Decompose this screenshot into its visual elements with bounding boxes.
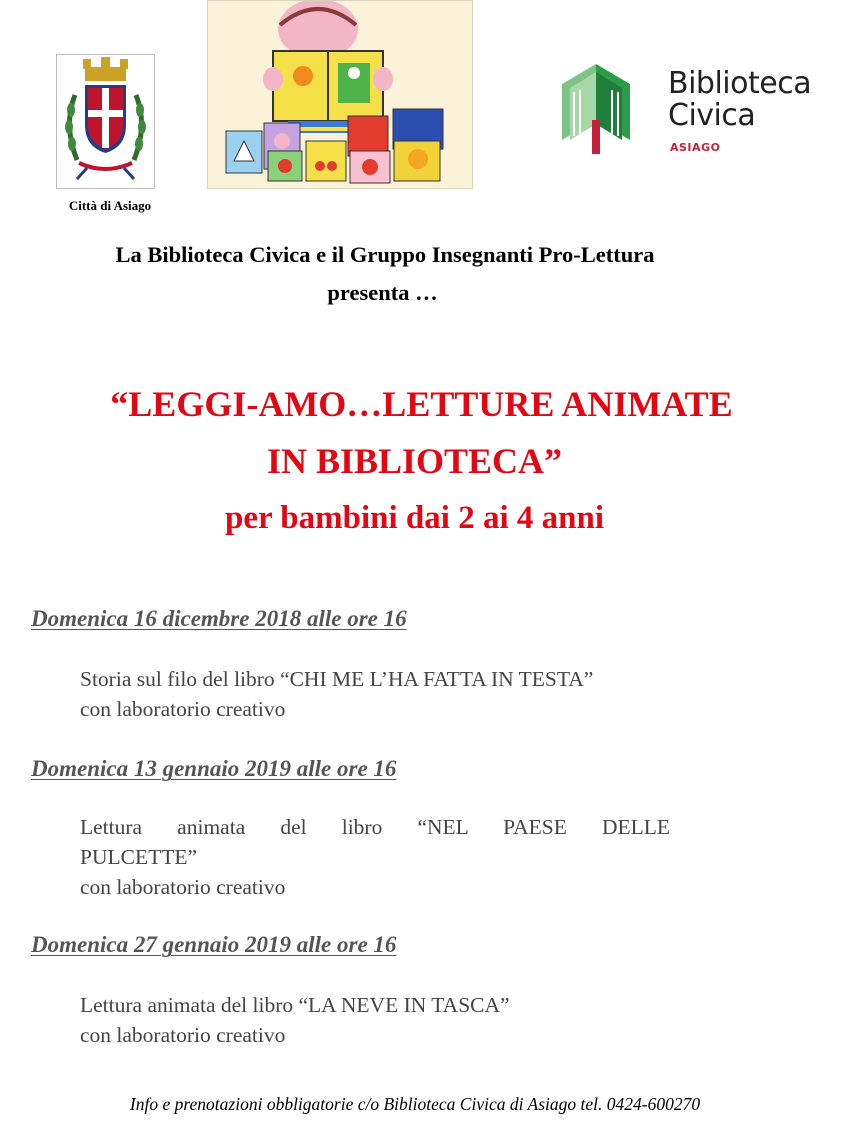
footer-info: Info e prenotazioni obbligatorie c/o Biblioteca Civica di Asiago tel. 0424-600270	[129, 1094, 701, 1114]
subtitle: per bambini dai 2 ai 4 anni	[224, 500, 604, 536]
intro-line-2: presenta …	[327, 280, 438, 305]
event-date: Domenica 16 dicembre 2018 alle ore 16	[31, 606, 407, 631]
library-city: ASIAGO	[670, 141, 721, 154]
event-lab: con laboratorio creativo	[80, 697, 286, 721]
event-lab: con laboratorio creativo	[80, 875, 286, 899]
library-book-tree-icon	[556, 60, 636, 160]
event-description-continued: PULCETTE”	[80, 845, 198, 869]
title-line-1: “LEGGI-AMO…LETTURE ANIMATE	[110, 384, 733, 424]
child-reading-icon	[208, 1, 472, 188]
crest-icon	[57, 55, 154, 188]
library-logo	[556, 60, 816, 160]
event-description: Storia sul filo del libro “CHI ME L’HA FATTA IN TESTA”	[80, 667, 594, 691]
intro-line-1: La Biblioteca Civica e il Gruppo Insegnanti Pro-Lettura	[115, 242, 655, 267]
city-crest-logo	[56, 54, 155, 189]
city-name: Città di Asiago	[68, 198, 152, 213]
event-description: Lettura animata del libro “NEL PAESE DELLE	[80, 815, 670, 839]
library-name-line1: Biblioteca	[668, 66, 812, 101]
event-lab: con laboratorio creativo	[80, 1023, 286, 1047]
event-description: Lettura animata del libro “LA NEVE IN TASCA”	[80, 993, 510, 1017]
library-name-line2: Civica	[668, 98, 756, 133]
title-line-2: IN BIBLIOTECA”	[266, 441, 563, 481]
event-date: Domenica 13 gennaio 2019 alle ore 16	[31, 756, 397, 781]
event-date: Domenica 27 gennaio 2019 alle ore 16	[31, 932, 397, 957]
child-reading-illustration	[207, 0, 473, 189]
